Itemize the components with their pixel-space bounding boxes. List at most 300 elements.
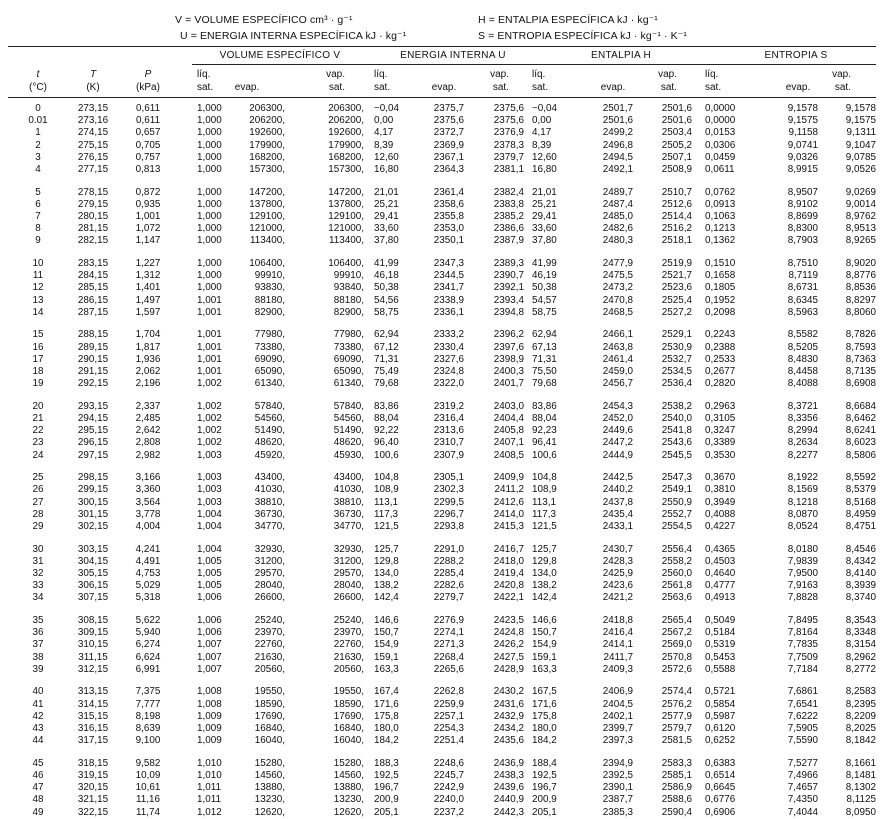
table-cell: 2350,1 [433,235,464,247]
column-header-top: líq. [705,69,719,80]
table-cell: 88180, [333,294,364,306]
table-row [0,270,884,282]
table-cell: 2385,2 [493,211,524,222]
table-cell: 2550,9 [661,496,692,508]
table-cell: 73380, [254,341,285,353]
table-cell: 2313,6 [433,425,464,437]
table-cell: 0,00 [374,115,394,127]
table-cell: 2390,1 [602,782,633,794]
table-cell: 192600, [249,127,285,139]
table-cell: 1,011 [197,782,221,794]
table-cell: 0,1805 [705,282,736,294]
group-entropy: ENTROPIA S [764,50,828,61]
table-cell: 0,611 [136,115,160,127]
table-cell: 1,003 [197,472,222,484]
table-cell: 16040, [333,735,364,747]
group-rule [192,64,876,65]
table-cell: 121,5 [374,521,399,532]
table-cell: 2425,9 [602,568,633,579]
table-cell: 2,196 [135,378,161,390]
table-row [0,735,884,747]
table-cell: 71,31 [532,353,557,365]
table-cell: 46 [32,770,44,781]
table-cell: 38810, [333,496,364,508]
table-cell: 8,1569 [787,484,818,496]
table-cell: 2288,2 [433,555,464,567]
table-cell: 7,9839 [787,555,818,567]
table-cell: 142,4 [374,592,399,604]
table-cell: 29570, [254,568,285,579]
table-cell: 8,4140 [845,568,876,579]
table-cell: 1,401 [135,282,161,294]
table-cell: 8,3154 [845,639,876,651]
table-cell: 2438,3 [493,770,524,781]
table-cell: 2268,4 [433,651,464,663]
table-cell: 48620, [333,437,364,449]
table-cell: 2556,4 [661,543,692,555]
table-cell: 7,7835 [787,639,818,651]
table-cell: 2414,1 [602,639,633,651]
table-row [0,307,884,319]
table-cell: 75,49 [374,366,399,377]
table-cell: 2251,4 [433,735,464,747]
table-cell: 2387,7 [602,794,633,806]
table-cell: 54560, [333,413,364,424]
table-cell: 2436,9 [493,757,524,769]
table-cell: 0,2243 [705,329,736,341]
table-cell: 2403,0 [493,400,524,412]
table-cell: 1,000 [197,235,222,247]
table-cell: 1,006 [197,627,222,639]
table-cell: 73380, [333,341,364,353]
table-cell: 8,7903 [787,235,818,247]
table-cell: 18590, [254,698,285,710]
table-cell: 8,39 [532,139,552,151]
table-cell: 13880, [254,782,285,794]
table-cell: 301,15 [77,508,109,520]
table-cell: 8,5806 [845,449,876,461]
table-cell: 298,15 [77,472,109,484]
table-row [0,450,884,462]
table-cell: 276,15 [77,151,109,163]
table-cell: 2416,7 [493,543,524,555]
table-cell: 79,68 [374,378,399,390]
table-cell: 2508,9 [661,164,692,175]
table-cell: 7,8828 [787,592,818,604]
table-cell: 8,2209 [845,710,876,722]
table-cell: 2525,4 [661,294,692,306]
table-cell: 2519,9 [661,258,692,269]
column-header-bottom: evap. [234,82,260,93]
table-cell: 1,007 [197,651,222,663]
table-cell: 2501,6 [602,115,633,127]
table-cell: 8 [35,223,41,235]
table-cell: 27 [32,496,44,508]
table-cell: 23970, [333,627,364,639]
table-cell: 0,1658 [705,270,736,282]
table-cell: 9,0526 [845,164,876,175]
table-cell: 179900, [249,139,285,151]
table-cell: 8,9762 [845,211,876,222]
column-header-bottom: (K) [86,82,100,93]
table-cell: 2240,0 [433,794,464,806]
table-cell: 2492,1 [602,164,633,175]
table-cell: 0,5049 [705,615,736,626]
table-cell: 1,004 [197,508,222,520]
table-cell: 2447,2 [602,437,633,449]
table-cell: 2396,2 [493,329,524,341]
table-cell: 21,01 [374,186,399,198]
table-cell: 7,375 [135,686,161,698]
table-cell: 8,0524 [787,521,818,532]
table-row [0,664,884,676]
table-cell: 8,6684 [845,400,876,412]
table-cell: 121000, [249,223,285,235]
table-cell: 8,9507 [787,186,818,198]
table-row [0,235,884,247]
table-cell: 205,1 [374,806,399,818]
table-cell: 1,002 [197,425,222,437]
table-cell: 0,5319 [705,639,736,651]
table-cell: 302,15 [77,521,109,532]
table-row [0,568,884,580]
table-cell: 8,0950 [845,806,876,818]
table-cell: 0,1952 [705,294,736,306]
table-cell: 138,2 [532,580,557,592]
table-cell: 163,3 [532,663,557,675]
table-cell: 2549,1 [661,484,692,496]
table-cell: 4,491 [135,555,161,567]
column-header [326,68,345,94]
table-cell: 8,5205 [787,341,818,353]
table-row [0,509,884,521]
table-cell: 278,15 [77,186,109,198]
table-cell: 2411,2 [494,484,524,496]
table-cell: 293,15 [77,400,109,412]
table-cell: 7,9500 [787,568,818,579]
table-cell: 7,5590 [787,735,818,747]
table-cell: 125,7 [374,543,399,555]
table-cell: 17 [32,353,44,365]
table-cell: 2523,6 [661,282,692,294]
table-cell: 8,0180 [787,543,818,555]
table-cell: 36730, [333,508,364,520]
table-cell: 2529,1 [661,329,692,341]
table-cell: 0 [35,103,41,114]
table-cell: 15280, [333,757,364,769]
table-cell: 2274,1 [433,627,464,639]
column-header [207,68,287,94]
table-cell: 117,3 [374,508,398,520]
table-row [0,794,884,806]
table-cell: 46,19 [532,270,557,282]
table-cell: 7,4044 [787,806,818,818]
table-cell: 8,2395 [845,698,876,710]
table-cell: 2387,9 [493,235,524,247]
table-cell: 1,010 [197,770,222,781]
table-cell: 2577,9 [661,710,692,722]
table-cell: 2,062 [135,366,161,377]
table-cell: 20560, [333,663,364,675]
table-cell: 2423,6 [602,580,633,592]
table-cell: 9,1047 [845,139,876,151]
table-cell: 2316,4 [433,413,464,424]
table-cell: 318,15 [77,757,109,769]
table-cell: 9,1575 [845,115,876,127]
table-cell: 291,15 [77,366,109,377]
table-cell: 8,1842 [845,735,876,747]
table-cell: 1,000 [197,115,222,127]
column-header-top: t [36,69,40,80]
table-cell: 44 [32,735,44,747]
table-cell: 17690, [254,710,285,722]
table-row [0,282,884,294]
table-cell: 2276,9 [433,615,464,626]
table-cell: 20560, [254,663,285,675]
table-cell: 4 [35,164,41,175]
table-cell: 1,007 [197,663,222,675]
table-cell: 2257,1 [433,710,464,722]
table-cell: 307,15 [77,592,109,604]
table-cell: 2430,2 [493,686,524,698]
table-cell: 16,80 [532,164,557,175]
table-cell: 4,004 [135,521,161,532]
table-cell: 19550, [333,686,364,698]
table-cell: 1,003 [197,496,222,508]
table-cell: 34770, [333,521,364,532]
table-cell: 2299,5 [433,496,464,508]
table-cell: 2338,9 [433,294,464,306]
table-cell: 7,6861 [787,686,818,698]
column-header-top: vap. [326,69,345,80]
table-cell: 2397,6 [493,341,524,353]
table-cell: 1,003 [197,484,222,496]
table-cell: 34770, [254,521,285,532]
table-cell: 306,15 [77,580,109,592]
table-cell: 1,000 [197,151,222,163]
table-cell: 8,2583 [845,686,876,698]
table-cell: 41,99 [374,258,399,269]
table-cell: 2319,2 [433,400,464,412]
table-cell: 168200, [249,151,285,163]
table-cell: 43 [32,723,44,734]
table-cell: 279,15 [77,198,109,210]
table-cell: 1,003 [197,449,222,461]
table-row [0,223,884,235]
table-cell: 2439,6 [493,782,524,794]
table-cell: 2470,8 [602,294,633,306]
table-cell: 322,15 [77,806,109,818]
top-rule [8,46,876,47]
table-cell: 2473,2 [602,282,633,294]
table-cell: 2494,5 [602,151,633,163]
table-cell: 7,6541 [787,698,818,710]
table-cell: 1,817 [135,341,161,353]
table-cell: 38810, [254,496,285,508]
column-header-bottom: sat. [834,82,851,93]
table-cell: 19 [32,378,44,390]
table-cell: 2532,7 [661,353,692,365]
table-cell: 281,15 [77,223,109,235]
table-cell: 45920, [254,449,285,461]
table-cell: 2411,7 [603,651,633,663]
table-cell: 184,2 [374,735,399,747]
column-header-bottom: sat. [532,82,549,93]
table-cell: 21630, [254,651,285,663]
header-rule [8,97,876,98]
table-cell: 2459,0 [602,366,633,377]
table-cell: 38 [32,651,44,663]
table-cell: 8,5963 [787,306,818,318]
table-row [0,770,884,782]
table-cell: 17690, [333,710,364,722]
table-cell: 41 [32,698,44,710]
table-cell: 15280, [254,757,285,769]
table-cell: 157300, [328,164,364,175]
table-cell: 41,99 [532,258,557,269]
table-cell: 0,813 [135,164,161,175]
table-cell: 2432,9 [493,710,524,722]
table-cell: 304,15 [77,555,109,567]
table-cell: 2333,2 [433,329,464,341]
table-cell: 2405,8 [493,425,524,437]
table-cell: 62,94 [532,329,557,341]
table-row [0,497,884,509]
table-cell: 277,15 [77,164,109,175]
legend-enthalpy: H = ENTALPIA ESPECÍFICA kJ · kg⁻¹ [478,14,658,26]
table-cell: 2336,1 [433,306,464,318]
table-row [0,711,884,723]
table-cell: 7,8495 [787,615,818,626]
table-cell: 8,2994 [787,425,818,437]
table-cell: 2390,7 [493,270,524,282]
table-cell: 2435,6 [493,735,524,747]
table-cell: 121,5 [532,521,557,532]
table-cell: 0,6645 [705,782,736,794]
table-cell: 16,80 [374,164,399,175]
table-cell: 2386,6 [493,223,524,235]
table-cell: 8,7135 [845,366,876,377]
column-header [832,68,851,94]
table-cell: 21,01 [532,186,557,198]
table-cell: 1,936 [135,353,161,365]
table-cell: 108,9 [532,484,557,496]
table-cell: 1,004 [197,521,222,532]
table-cell: 1,002 [197,400,222,412]
table-cell: 8,1125 [846,794,876,806]
table-cell: 117,3 [532,508,556,520]
table-row [0,437,884,449]
table-cell: 2501,6 [661,103,692,114]
table-cell: 312,15 [77,663,109,675]
table-cell: 8,9020 [845,258,876,269]
table-cell: 1,006 [197,615,222,626]
table-cell: 108,9 [374,484,399,496]
table-cell: 7,5905 [787,723,818,734]
table-cell: 88,04 [374,413,399,424]
table-cell: 1,005 [197,580,222,592]
table-cell: 23970, [254,627,285,639]
column-header [404,68,484,94]
table-cell: 8,4751 [845,521,876,532]
column-header [108,68,188,94]
table-cell: 7,6222 [787,710,818,722]
table-cell: 2579,7 [661,723,692,734]
table-cell: 2285,4 [433,568,464,579]
column-header-top: vap. [832,69,851,80]
table-cell: 129100, [249,211,285,222]
table-cell: 0,872 [135,186,161,198]
table-cell: 180,0 [374,723,399,734]
table-cell: 288,15 [77,329,109,341]
table-cell: 8,3543 [845,615,876,626]
table-cell: 2418,0 [493,555,524,567]
column-header [490,68,509,94]
table-cell: 309,15 [77,627,109,639]
table-cell: 2324,8 [433,366,464,377]
table-cell: 0,757 [135,151,161,163]
table-cell: −0,04 [532,103,557,114]
table-cell: 0,1213 [705,223,736,235]
table-cell: 8,4830 [787,353,818,365]
table-cell: 2487,4 [602,198,633,210]
table-cell: 8,1302 [845,782,876,794]
column-header [705,68,721,94]
table-cell: 9,1575 [787,115,818,127]
table-cell: 8,6241 [845,425,876,437]
table-row [0,556,884,568]
table-cell: 18590, [333,698,364,710]
table-cell: 51490, [254,425,285,437]
table-cell: 35 [32,615,44,626]
table-cell: 2407,1 [493,437,524,449]
table-cell: 28040, [254,580,285,592]
column-header-top: vap. [490,69,509,80]
table-cell: 21630, [333,651,364,663]
table-cell: 0,5854 [705,698,736,710]
table-cell: 37,80 [374,235,399,247]
table-cell: 26600, [333,592,364,604]
table-cell: 317,15 [77,735,109,747]
table-cell: 0,5184 [705,627,736,639]
table-cell: 188,3 [374,757,399,769]
table-cell: 2461,4 [602,353,633,365]
table-cell: 23 [32,437,44,449]
table-cell: 1,000 [197,103,222,114]
table-cell: 8,3939 [845,580,876,592]
table-cell: 2399,7 [602,723,633,734]
table-cell: 4,241 [135,543,161,555]
table-cell: 92,22 [374,425,399,437]
table-cell: 8,4959 [845,508,876,520]
table-cell: 0,0000 [705,115,736,127]
table-cell: 184,2 [532,735,557,747]
table-cell: 25,21 [532,198,557,210]
table-cell: 8,2962 [845,651,876,663]
table-cell: 3,778 [135,508,161,520]
table-cell: 9,100 [135,735,161,747]
table-cell: 1,005 [197,555,222,567]
table-cell: 7 [35,211,41,222]
table-cell: 0,2388 [705,341,736,353]
table-cell: 2392,1 [493,282,524,294]
table-cell: 196,7 [532,782,557,794]
table-cell: 8,7510 [787,258,818,269]
table-cell: 2293,8 [433,521,464,532]
table-cell: 69090, [254,353,285,365]
column-header [573,68,653,94]
table-cell: 22 [32,425,44,437]
